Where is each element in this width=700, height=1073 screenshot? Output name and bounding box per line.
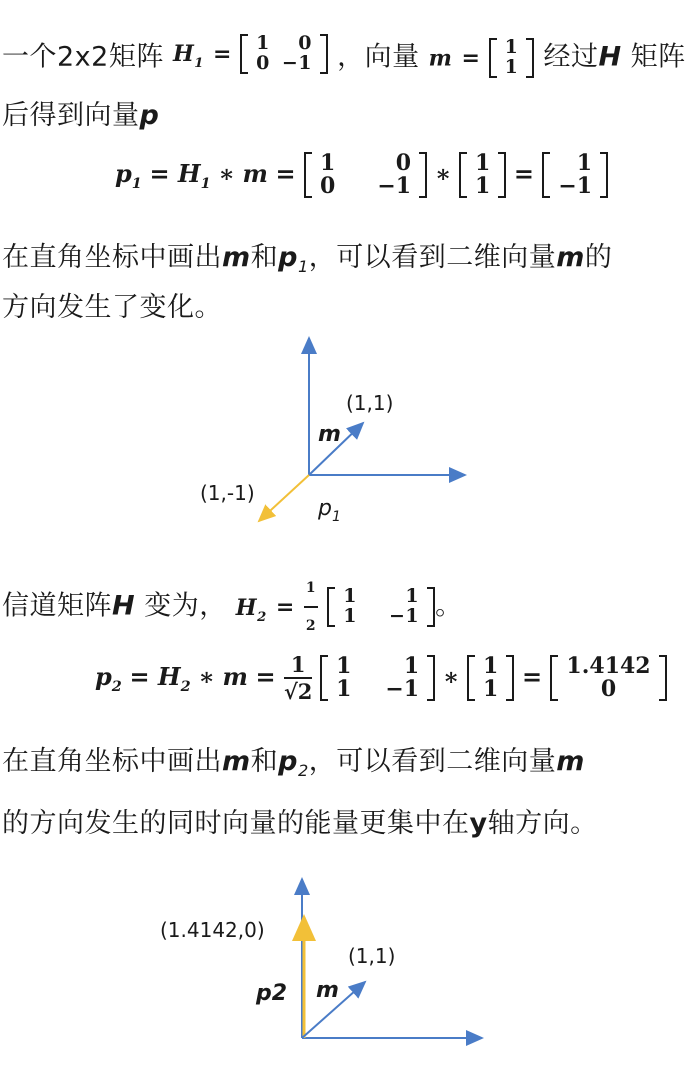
text: 在直角坐标中画出 [2, 746, 222, 777]
text: 轴方向。 [487, 808, 598, 839]
text: ，可以看到二维向量 [308, 746, 557, 777]
text: 的 [584, 242, 613, 273]
label-p2-coord: (1.4142,0) [160, 918, 265, 942]
vector-p1-arrow [259, 475, 309, 521]
vector-name: m [428, 45, 453, 72]
eq1-result: 1 −1 [542, 152, 608, 198]
text: 和 [250, 746, 279, 777]
inline-symbol: H [598, 41, 622, 73]
text: 方向发生了变化。 [2, 292, 222, 323]
label-m: m [316, 978, 339, 1003]
text: 后得到向量 [2, 100, 140, 131]
eq-term: m [222, 662, 248, 691]
eq1-matrix: 1 0 0 −1 [304, 152, 427, 198]
text: ，可以看到二维向量 [308, 242, 557, 273]
label-p2: p2 [256, 981, 288, 1006]
figure-2-vector-diagram [0, 873, 700, 1063]
text: 一个2x2矩阵 [2, 41, 164, 73]
matrix-h2: 1 1 1 −1 [327, 587, 435, 627]
label-1-1: (1,1) [346, 391, 394, 415]
fraction-half: $\frac{1}{2}$ [304, 570, 318, 644]
text: 信道矩阵 [2, 590, 112, 622]
paragraph-4-line-2 [2, 806, 598, 842]
inline-symbol: H [112, 590, 136, 622]
inline-symbol: y [469, 808, 488, 839]
inline-symbol: $p_2$ [278, 746, 309, 780]
eq-term: m [242, 159, 268, 189]
text: 。 [435, 590, 463, 622]
fraction-inv-sqrt2: $\frac{1}{√2}$ [284, 652, 313, 704]
paragraph-3: 信道矩阵H 变为， $H_2$ = $\frac{1}{2}$ 1 1 1 −1 。 [2, 570, 463, 644]
text: 的方向发生的同时向量的能量更集中在 [2, 808, 470, 839]
text: ，向量 [337, 41, 420, 73]
text: 和 [250, 242, 279, 273]
inline-symbol: m [556, 746, 585, 777]
text: 变为， [135, 590, 227, 622]
eq-term: $p_1$ [115, 159, 142, 193]
eq-term: $H_2$ [157, 662, 191, 695]
eq2-matrix: 1 1 1 −1 [320, 655, 435, 701]
equation-1: $p_1 = H_1$ ∗ m = 1 0 0 −1 ∗ 1 1 = 1 −1 [115, 152, 608, 198]
figure-1-vector-diagram [0, 330, 700, 530]
inline-symbol: $p_1$ [278, 242, 309, 276]
matrix-h1: 1 0 0 −1 [240, 34, 328, 74]
inline-symbol: m [222, 746, 251, 777]
label-1-minus-1: (1,-1) [200, 481, 255, 505]
text: 矩阵 [630, 41, 686, 73]
eq1-vector: 1 1 [459, 152, 506, 198]
inline-symbol: m [222, 242, 251, 273]
paragraph-1-line-2 [2, 98, 159, 134]
matrix-name: $H_2$ [235, 594, 267, 625]
eq-term: $p_2$ [95, 662, 122, 695]
label-1-1: (1,1) [348, 944, 396, 968]
eq2-result: 1.4142 0 [550, 655, 666, 701]
vector-m: 1 1 [489, 38, 535, 78]
label-p1: $p_1$ [318, 496, 341, 525]
eq2-vector: 1 1 [467, 655, 514, 701]
eq-term: $H_1$ [177, 159, 211, 193]
label-m: m [318, 422, 341, 447]
inline-symbol: m [556, 242, 585, 273]
matrix-name: $H_1$ [172, 41, 204, 72]
text: 在直角坐标中画出 [2, 242, 222, 273]
paragraph-1-line-1: 一个2x2矩阵 $H_1$ = 1 0 0 −1 ，向量 m = 1 1 经过H 矩阵 [2, 32, 686, 79]
inline-symbol: p [139, 100, 160, 131]
equation-2: $p_2 = H_2$ ∗ m = $\frac{1}{√2}$ 1 1 1 −1 ∗ 1 1 = 1.4142 0 [95, 652, 667, 704]
paragraph-2-line-1 [2, 240, 612, 285]
paragraph-4-line-1 [2, 744, 585, 789]
text: 经过 [543, 41, 599, 73]
paragraph-2-line-2 [2, 290, 222, 326]
